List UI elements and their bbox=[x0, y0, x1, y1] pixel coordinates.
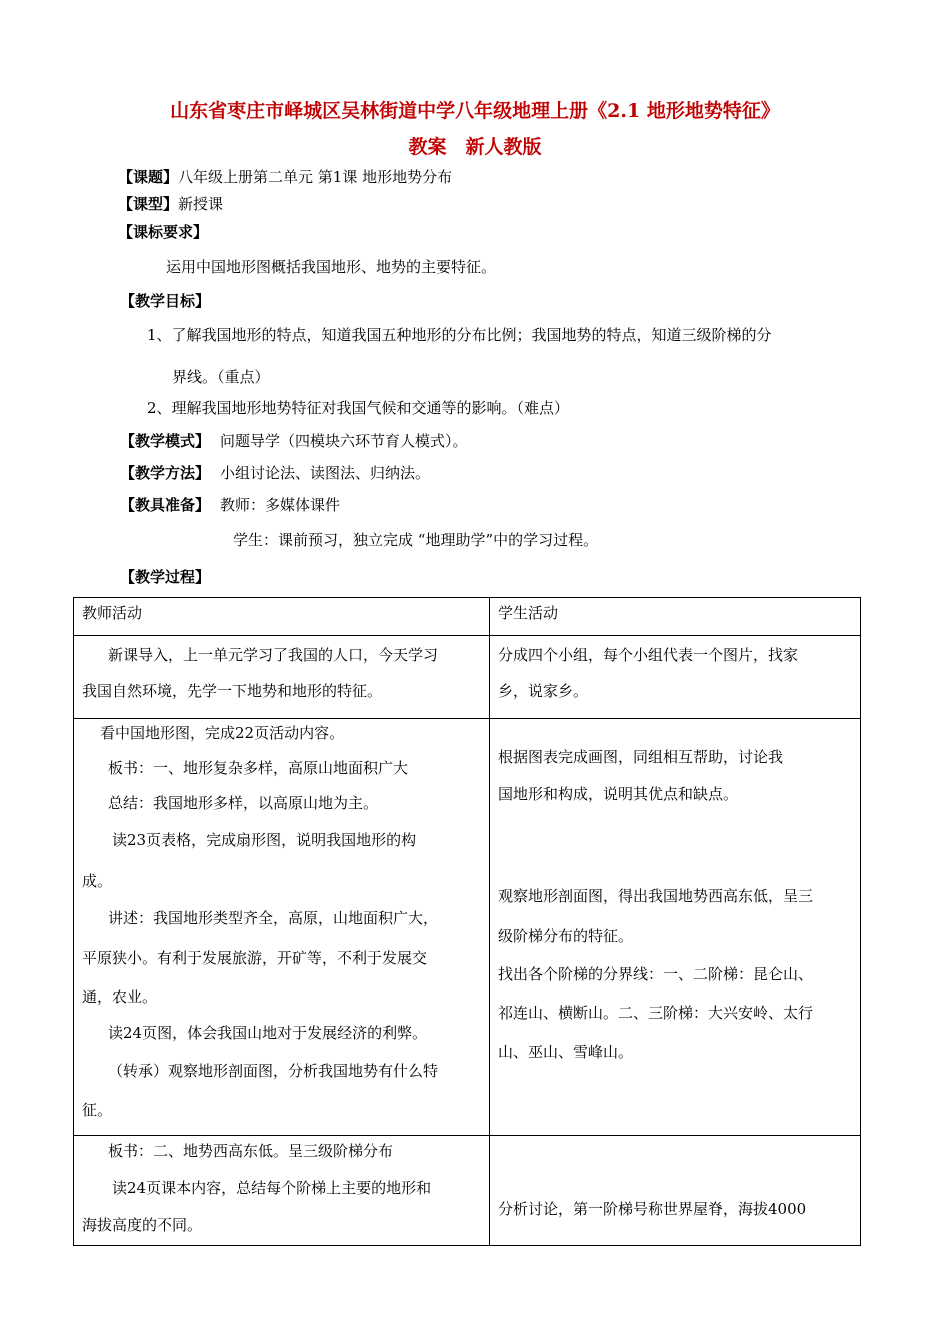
row2-student-line: 山、巫山、雪峰山。 bbox=[498, 1043, 634, 1061]
row1-student-a: 分成四个小组，每个小组代表一个图片，找家 bbox=[498, 646, 799, 664]
row3-teacher-line: 海拔高度的不同。 bbox=[82, 1216, 203, 1234]
standard-label: 【课标要求】 bbox=[118, 223, 209, 241]
prep-line bbox=[120, 494, 340, 515]
mode-line bbox=[120, 430, 468, 451]
type-value: 新授课 bbox=[178, 195, 224, 213]
prep-teacher: 教师：多媒体课件 bbox=[220, 496, 341, 514]
row2-teacher-line: 征。 bbox=[82, 1101, 113, 1119]
mode-label: 【教学模式】 bbox=[120, 432, 211, 450]
row2-teacher-line: 讲述：我国地形类型齐全，高原，山地面积广大， bbox=[108, 909, 439, 927]
document-title-line2: 教案 新人教版 bbox=[408, 136, 542, 158]
goals-label: 【教学目标】 bbox=[120, 292, 211, 310]
teaching-process-table bbox=[73, 597, 861, 1246]
row1-teacher-b: 我国自然环境，先学一下地势和地形的特征。 bbox=[82, 682, 383, 700]
header-student-cell bbox=[490, 598, 861, 636]
prep-student: 学生：课前预习，独立完成 “地理助学”中的学习过程。 bbox=[233, 531, 599, 549]
topic-value: 八年级上册第二单元 第1课 地形地势分布 bbox=[178, 168, 453, 186]
standard-value: 运用中国地形图概括我国地形、地势的主要特征。 bbox=[166, 258, 497, 276]
method-line bbox=[120, 462, 430, 483]
type-label: 【课型】 bbox=[118, 195, 179, 213]
row3-student: 分析讨论，第一阶梯号称世界屋脊，海拔4000 bbox=[498, 1200, 807, 1218]
row3-teacher-cell bbox=[74, 1136, 490, 1246]
row2-teacher-line: （转承）观察地形剖面图，分析我国地势有什么特 bbox=[108, 1062, 439, 1080]
row2-teacher-line: 通，农业。 bbox=[82, 988, 158, 1006]
row2-student-line: 国地形和构成，说明其优点和缺点。 bbox=[498, 785, 739, 803]
row2-student-line: 找出各个阶梯的分界线：一、二阶梯：昆仑山、 bbox=[498, 965, 814, 983]
method-value: 小组讨论法、读图法、归纳法。 bbox=[220, 464, 431, 482]
row3-student-cell bbox=[490, 1136, 861, 1246]
row2-student-line: 观察地形剖面图，得出我国地势西高东低，呈三 bbox=[498, 887, 814, 905]
header-teacher-cell bbox=[74, 598, 490, 636]
row2-student-line: 祁连山、横断山。二、三阶梯：大兴安岭、太行 bbox=[498, 1004, 814, 1022]
goal-1-line-a: 1、了解我国地形的特点，知道我国五种地形的分布比例；我国地势的特点，知道三级阶梯的分 bbox=[147, 326, 772, 344]
row1-student-b: 乡，说家乡。 bbox=[498, 682, 589, 700]
goal-2: 2、理解我国地形地势特征对我国气候和交通等的影响。（难点） bbox=[147, 399, 570, 417]
table-header-row bbox=[74, 598, 861, 636]
row3-teacher-line: 板书：二、地势西高东低。呈三级阶梯分布 bbox=[108, 1142, 394, 1160]
table-row bbox=[74, 636, 861, 719]
row2-teacher-line: 读24页图，体会我国山地对于发展经济的利弊。 bbox=[108, 1024, 428, 1042]
row2-student-line: 级阶梯分布的特征。 bbox=[498, 927, 634, 945]
mode-value: 问题导学（四模块六环节育人模式）。 bbox=[220, 432, 468, 450]
row2-student-line: 根据图表完成画图，同组相互帮助，讨论我 bbox=[498, 748, 784, 766]
document-title-line1: 山东省枣庄市峄城区吴林街道中学八年级地理上册《2.1 地形地势特征》 bbox=[170, 100, 780, 122]
row1-teacher-a: 新课导入，上一单元学习了我国的人口，今天学习 bbox=[108, 646, 439, 664]
method-label: 【教学方法】 bbox=[120, 464, 211, 482]
row2-student-cell bbox=[490, 719, 861, 1136]
header-student: 学生活动 bbox=[498, 604, 559, 622]
row2-teacher-line: 板书：一、地形复杂多样，高原山地面积广大 bbox=[108, 759, 409, 777]
row2-teacher-line: 看中国地形图，完成22页活动内容。 bbox=[100, 724, 345, 742]
row3-teacher-line: 读24页课本内容，总结每个阶梯上主要的地形和 bbox=[112, 1179, 432, 1197]
row2-teacher-line: 成。 bbox=[82, 872, 113, 890]
topic-label: 【课题】 bbox=[118, 168, 179, 186]
header-teacher: 教师活动 bbox=[82, 604, 143, 622]
prep-label: 【教具准备】 bbox=[120, 496, 211, 514]
table-row bbox=[74, 1136, 861, 1246]
goal-1-line-b: 界线。（重点） bbox=[172, 368, 270, 386]
row2-teacher-cell bbox=[74, 719, 490, 1136]
row2-teacher-line: 总结：我国地形多样，以高原山地为主。 bbox=[108, 794, 379, 812]
table-row bbox=[74, 719, 861, 1136]
process-label: 【教学过程】 bbox=[120, 568, 211, 586]
row1-teacher-cell bbox=[74, 636, 490, 719]
row1-student-cell bbox=[490, 636, 861, 719]
row2-teacher-line: 读23页表格，完成扇形图，说明我国地形的构 bbox=[112, 831, 417, 849]
topic-line bbox=[118, 166, 452, 187]
type-line bbox=[118, 193, 223, 214]
row2-teacher-line: 平原狭小。有利于发展旅游，开矿等，不利于发展交 bbox=[82, 949, 428, 967]
